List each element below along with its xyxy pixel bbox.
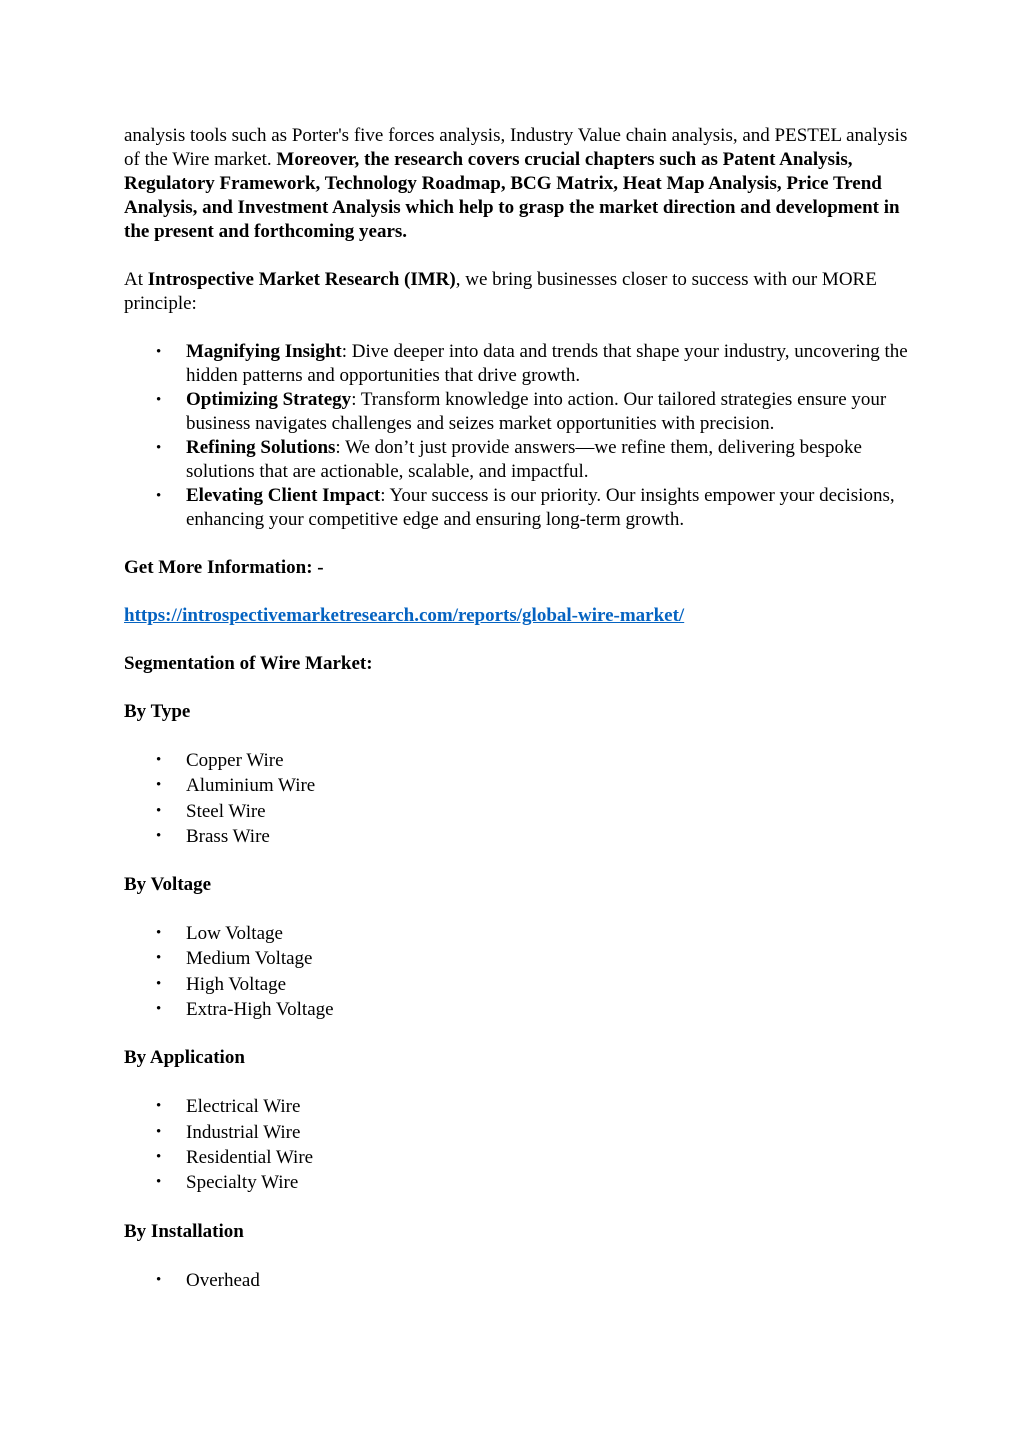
imr-prefix: At <box>124 269 148 290</box>
by-voltage-heading: By Voltage <box>124 874 212 896</box>
list-item-label: High Voltage <box>186 973 287 995</box>
list-item <box>156 946 914 971</box>
document-page <box>124 124 914 1317</box>
bullet-icon: • <box>156 975 162 992</box>
by-application-heading: By Application <box>124 1047 245 1069</box>
list-item <box>156 484 914 532</box>
list-item-label: Low Voltage <box>186 923 283 945</box>
get-more-information-heading: Get More Information: - <box>124 557 324 578</box>
imr-paragraph <box>124 268 914 316</box>
list-item <box>156 388 914 436</box>
list-item <box>156 1120 914 1145</box>
link-paragraph <box>124 604 914 628</box>
principle-title: Optimizing Strategy <box>186 389 352 410</box>
by-voltage-list <box>124 921 914 1022</box>
list-item-label: Industrial Wire <box>186 1121 301 1143</box>
by-application-list <box>124 1094 914 1195</box>
by-type-list <box>124 748 914 849</box>
list-item-label: Residential Wire <box>186 1146 314 1168</box>
list-item <box>156 1094 914 1119</box>
principle-text: : We don’t just provide answers—we refine them, delivering bespoke solutions that are actionable, scalable, and impactful. <box>186 437 862 482</box>
list-item <box>156 1170 914 1195</box>
report-link[interactable]: https://introspectivemarketresearch.com/reports/global-wire-market/ <box>124 605 685 626</box>
list-item <box>156 972 914 997</box>
principle-title: Magnifying Insight <box>186 341 342 362</box>
bullet-icon: • <box>156 827 162 844</box>
bullet-icon: • <box>156 1001 162 1018</box>
principle-title: Refining Solutions <box>186 437 336 458</box>
by-installation-heading: By Installation <box>124 1220 244 1242</box>
list-item <box>156 748 914 773</box>
list-item-label: Overhead <box>186 1269 260 1291</box>
list-item <box>156 436 914 484</box>
list-item-label: Medium Voltage <box>186 948 313 970</box>
intro-regular-text: analysis tools such as Porter's five forces analysis, Industry Value chain analysis, and PESTEL analysis of the Wire market. <box>124 125 908 170</box>
imr-company-name: Introspective Market Research (IMR) <box>147 269 456 290</box>
list-item-label: Electrical Wire <box>186 1096 301 1118</box>
list-item <box>156 773 914 798</box>
list-item <box>156 921 914 946</box>
by-installation-list <box>124 1268 914 1293</box>
list-item-label: Extra-High Voltage <box>186 999 334 1021</box>
principle-text: : Your success is our priority. Our insights empower your decisions, enhancing your competitive edge and ensuring long-term growth. <box>186 485 895 530</box>
principle-text: : Transform knowledge into action. Our tailored strategies ensure your business navigates challenges and seizes market opportunities with precision. <box>186 389 887 434</box>
intro-paragraph <box>124 124 914 244</box>
by-type-heading: By Type <box>124 701 191 722</box>
intro-bold-text: Moreover, the research covers crucial chapters such as Patent Analysis, Regulatory Framework, Technology Roadmap, BCG Matrix, Heat Map Analysis, Price Trend Analysis, and Investment Analysis which help to grasp the market direction and development in the present and forthcoming years. <box>124 149 900 242</box>
more-principles-list <box>124 340 914 532</box>
bullet-icon: • <box>156 1174 162 1191</box>
bullet-icon: • <box>156 752 162 768</box>
bullet-icon: • <box>156 392 162 408</box>
bullet-icon: • <box>156 1123 162 1140</box>
list-item <box>156 1268 914 1293</box>
list-item <box>156 1145 914 1170</box>
bullet-icon: • <box>156 344 162 360</box>
list-item-label: Aluminium Wire <box>186 775 316 797</box>
bullet-icon: • <box>156 777 162 794</box>
bullet-icon: • <box>156 925 162 942</box>
list-item <box>156 340 914 388</box>
bullet-icon: • <box>156 1271 162 1288</box>
segmentation-heading: Segmentation of Wire Market: <box>124 653 373 674</box>
principle-text: : Dive deeper into data and trends that shape your industry, uncovering the hidden patterns and opportunities that drive growth. <box>186 341 908 386</box>
list-item <box>156 799 914 824</box>
bullet-icon: • <box>156 1098 162 1115</box>
bullet-icon: • <box>156 488 162 504</box>
principle-title: Elevating Client Impact <box>186 485 381 506</box>
bullet-icon: • <box>156 440 162 456</box>
list-item-label: Specialty Wire <box>186 1172 299 1194</box>
bullet-icon: • <box>156 1148 162 1165</box>
list-item-label: Brass Wire <box>186 825 270 847</box>
bullet-icon: • <box>156 950 162 967</box>
list-item <box>156 824 914 849</box>
list-item-label: Copper Wire <box>186 750 284 771</box>
list-item <box>156 997 914 1022</box>
bullet-icon: • <box>156 802 162 819</box>
list-item-label: Steel Wire <box>186 800 266 822</box>
imr-suffix: , we bring businesses closer to success with our MORE principle: <box>124 269 877 314</box>
